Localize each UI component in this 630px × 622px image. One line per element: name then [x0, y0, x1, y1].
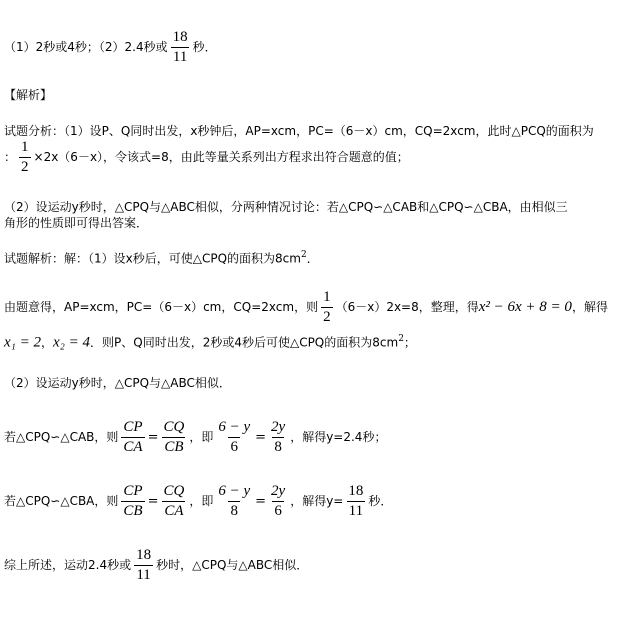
analysis-line-4: 角形的性质即可得出答案．: [4, 216, 149, 230]
half-fraction: $\frac{1}{2}$: [21, 139, 29, 175]
analysis-line-1: 试题分析：（1）设P、Q同时出发，x秒钟后，AP=xcm，PC=（6－x）cm，CQ=2xcm，此时△PCQ的面积为: [4, 124, 594, 138]
root-x2: x₂ = 4: [53, 334, 91, 351]
roots-line: x₁ = 2，x₂ = 4．则P、Q同时出发，2秒或4秒后可使△CPQ的面积为$8cm^2$；: [4, 334, 416, 351]
answer-line: [4, 30, 217, 65]
conclusion-line: 综上所述，运动2.4秒或 $\frac{18}{11}$ 秒时，△CPQ与△ABC相似．: [4, 547, 309, 583]
quadratic-equation: x² − 6x + 8 = 0: [478, 299, 572, 315]
analysis-line-3: （2）设运动y秒时，△CPQ与△ABC相似，分两种情况讨论：若△CPQ∽△CAB和△CPQ∽△CBA，由相似三: [4, 200, 568, 214]
analysis-heading: 【解析】: [4, 88, 53, 102]
analysis-line-2: ： $\frac{1}{2}$ ×2x（6－x），令该式=8，由此等量关系列出方程求出符合题意的值；: [4, 139, 409, 175]
part2-line: （2）设运动y秒时，△CPQ与△ABC相似．: [4, 376, 231, 390]
eq-half-fraction: $\frac{1}{2}$: [323, 289, 331, 325]
solution-intro: 试题解析：解：（1）设x秒后，可使△CPQ的面积为$8cm^2$．: [4, 250, 319, 266]
case1-line: 若△CPQ∽△CAB，则 $\frac{CP}{CA}$ = $\frac{CQ}{CB}$ ，即 $\frac{6 - y}{6}$ = $\frac{2y}{8}$ ，解得y=2.4秒；: [4, 419, 387, 455]
answer-prefix: （1）2秒或4秒；（2）2.4秒或: [4, 40, 168, 54]
case2-line: 若△CPQ∽△CBA，则 $\frac{CP}{CB}$ = $\frac{CQ}{CA}$ ，即 $\frac{6 - y}{8}$ = $\frac{2y}{6}$ ，解得y= $\frac{18}{11}$ 秒．: [4, 483, 393, 519]
answer-fraction: $\frac{18}{11}$: [172, 29, 188, 65]
answer-suffix: 秒．: [192, 40, 217, 54]
root-x1: x₁ = 2: [4, 334, 41, 351]
equation-line: 由题意得，AP=xcm，PC=（6－x）cm，CQ=2xcm，则 $\frac{1}{2}$ （6－x）2x=8，整理，得x² − 6x + 8 = 0，解得: [4, 289, 608, 325]
